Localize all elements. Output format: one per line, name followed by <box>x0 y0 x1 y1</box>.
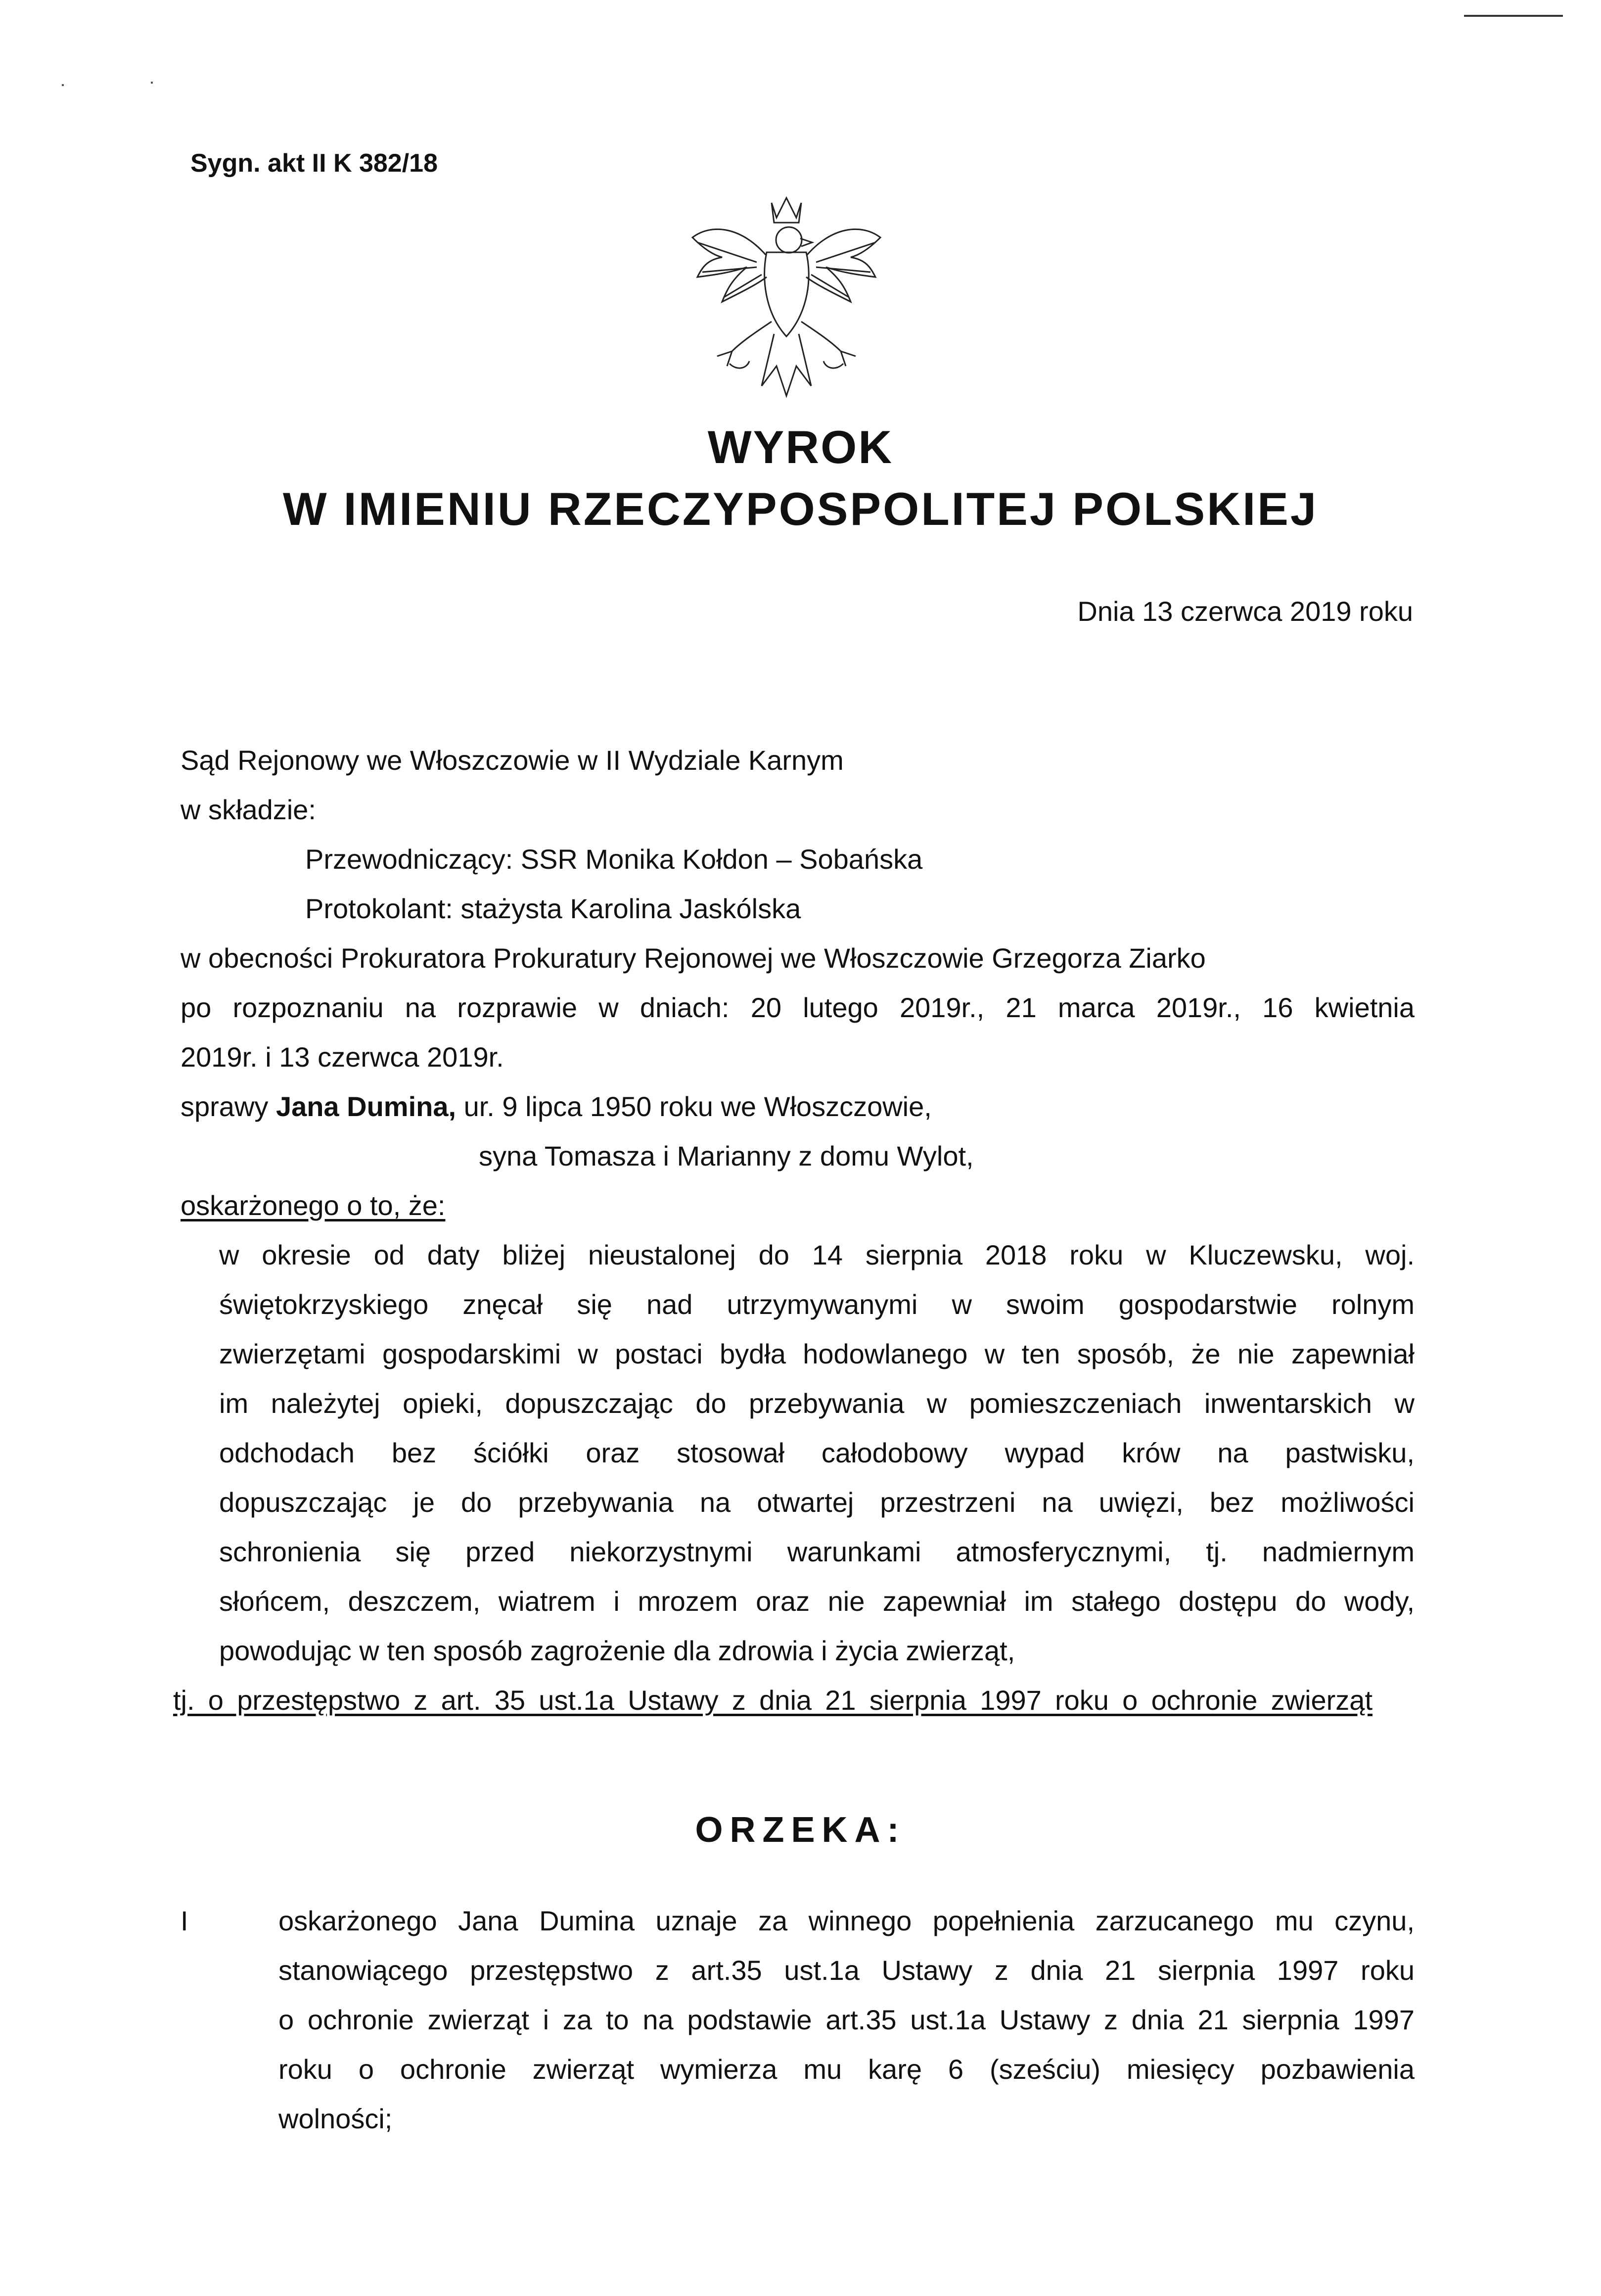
charge-line: zwierzętami gospodarskimi w postaci bydła hodowlanego w ten sposób, że nie zapewniał <box>219 1338 1415 1369</box>
scan-artifact-dot <box>62 84 64 86</box>
prosecutor: w obecności Prokuratora Prokuratury Rejonowej we Włoszczowie Grzegorza Ziarko <box>181 942 1206 974</box>
charge-line: odchodach bez ściółki oraz stosował całodobowy wypad krów na pastwisku, <box>219 1437 1415 1468</box>
defendant-parents: syna Tomasza i Marianny z domu Wylot, <box>479 1140 974 1171</box>
verdict-line: wolności; <box>278 2103 393 2134</box>
defendant-birth: ur. 9 lipca 1950 roku we Włoszczowie, <box>456 1091 932 1122</box>
charge-line: słońcem, deszczem, wiatrem i mrozem oraz nie zapewniał im stałego dostępu do wody, <box>219 1586 1415 1617</box>
verdict-title: WYROK <box>707 421 894 473</box>
scan-artifact-dot <box>151 82 153 84</box>
verdict-line: stanowiącego przestępstwo z art.35 ust.1a Ustawy z dnia 21 sierpnia 1997 roku <box>278 1955 1415 1986</box>
charge-line: dopuszczając je do przebywania na otwartej przestrzeni na uwięzi, bez możliwości <box>219 1487 1415 1518</box>
verdict-line: o ochronie zwierząt i za to na podstawie art.35 ust.1a Ustawy z dnia 21 sierpnia 1997 <box>278 2004 1415 2035</box>
verdict-line: oskarżonego Jana Dumina uznaje za winnego popełnienia zarzucanego mu czynu, <box>278 1905 1415 1936</box>
verdict-line: roku o ochronie zwierząt wymierza mu karę 6 (sześciu) miesięcy pozbawienia <box>278 2054 1415 2085</box>
charge-line: w okresie od daty bliżej nieustalonej do 14 sierpnia 2018 roku w Kluczewsku, woj. <box>219 1239 1415 1270</box>
case-number: Sygn. akt II K 382/18 <box>190 149 438 178</box>
defendant-prefix: sprawy <box>181 1091 276 1122</box>
ruling-heading: ORZEKA: <box>695 1810 906 1850</box>
charge-line: powodując w ten sposób zagrożenie dla zdrowia i życia zwierząt, <box>219 1635 1015 1666</box>
scan-artifact-line <box>1464 15 1563 17</box>
charge-line: schronienia się przed niekorzystnymi warunkami atmosferycznymi, tj. nadmiernym <box>219 1536 1415 1567</box>
hearing-dates-cont: 2019r. i 13 czerwca 2019r. <box>181 1041 504 1073</box>
defendant-name: Jana Dumina, <box>275 1091 457 1122</box>
polish-eagle-emblem <box>683 193 890 406</box>
presiding-judge: Przewodniczący: SSR Monika Kołdon – Sobańska <box>305 843 923 875</box>
legal-basis: tj. o przestępstwo z art. 35 ust.1a Ustawy z dnia 21 sierpnia 1997 roku o ochronie zwierząt <box>173 1685 1372 1716</box>
accused-label: oskarżonego o to, że: <box>181 1190 446 1221</box>
hearing-dates: po rozpoznaniu na rozprawie w dniach: 20 lutego 2019r., 21 marca 2019r., 16 kwietnia <box>181 992 1415 1023</box>
verdict-point-numeral: I <box>181 1905 188 1936</box>
verdict-subtitle: W IMIENIU RZECZYPOSPOLITEJ POLSKIEJ <box>282 483 1319 535</box>
verdict-date: Dnia 13 czerwca 2019 roku <box>1077 596 1413 627</box>
charge-line: świętokrzyskiego znęcał się nad utrzymywanymi w swoim gospodarstwie rolnym <box>219 1289 1415 1320</box>
court-name: Sąd Rejonowy we Włoszczowie w II Wydziale Karnym <box>181 745 844 776</box>
defendant-line <box>181 1090 932 1123</box>
composition-label: w składzie: <box>181 794 316 825</box>
court-recorder: Protokolant: stażysta Karolina Jaskólska <box>305 893 801 924</box>
charge-line: im należytej opieki, dopuszczając do przebywania w pomieszczeniach inwentarskich w <box>219 1388 1415 1419</box>
